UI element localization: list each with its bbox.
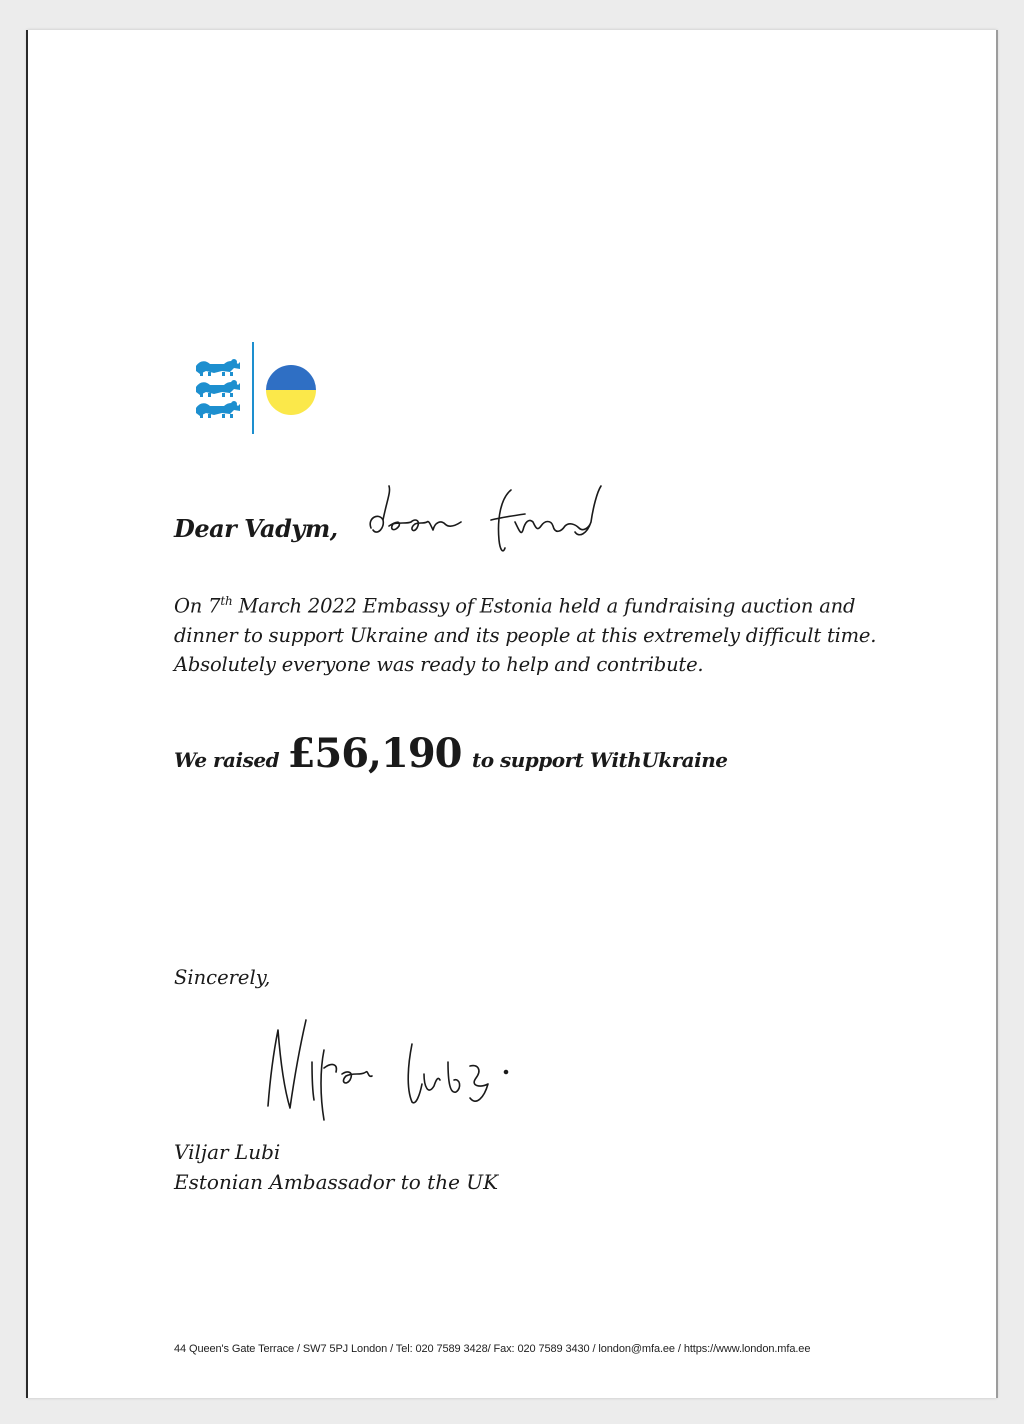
signatory-name: Viljar Lubi — [174, 1140, 281, 1164]
estonian-three-lions-icon — [194, 356, 242, 420]
handwritten-signature — [262, 1010, 542, 1130]
raised-prefix: We raised — [174, 748, 280, 772]
paragraph-superscript: th — [220, 594, 233, 608]
greeting: Dear Vadym, — [174, 514, 338, 543]
paragraph-part-2: March 2022 Embassy of Estonia held a fundraising auction and dinner to support Ukraine and its people at this extremely difficult time. Absolutely everyone was ready to help and contribute. — [174, 594, 877, 676]
signatory-title: Estonian Ambassador to the UK — [174, 1170, 499, 1194]
paragraph-part-1: On 7 — [174, 594, 221, 618]
ukraine-flag-circle-icon — [265, 364, 317, 416]
raised-suffix: to support WithUkraine — [471, 748, 728, 772]
body-paragraph — [174, 587, 914, 679]
raised-line — [174, 730, 728, 777]
raised-amount: £56,190 — [287, 730, 462, 777]
handwritten-greeting — [365, 478, 605, 558]
logo-divider — [252, 342, 254, 434]
letter-page — [27, 30, 997, 1398]
footer-address: 44 Queen's Gate Terrace / SW7 5PJ London / Tel: 020 7589 3428/ Fax: 020 7589 3430 / london@mfa.ee / https://www.london.mfa.ee — [174, 1343, 811, 1355]
closing: Sincerely, — [174, 966, 271, 989]
letterhead-logo — [194, 342, 319, 438]
